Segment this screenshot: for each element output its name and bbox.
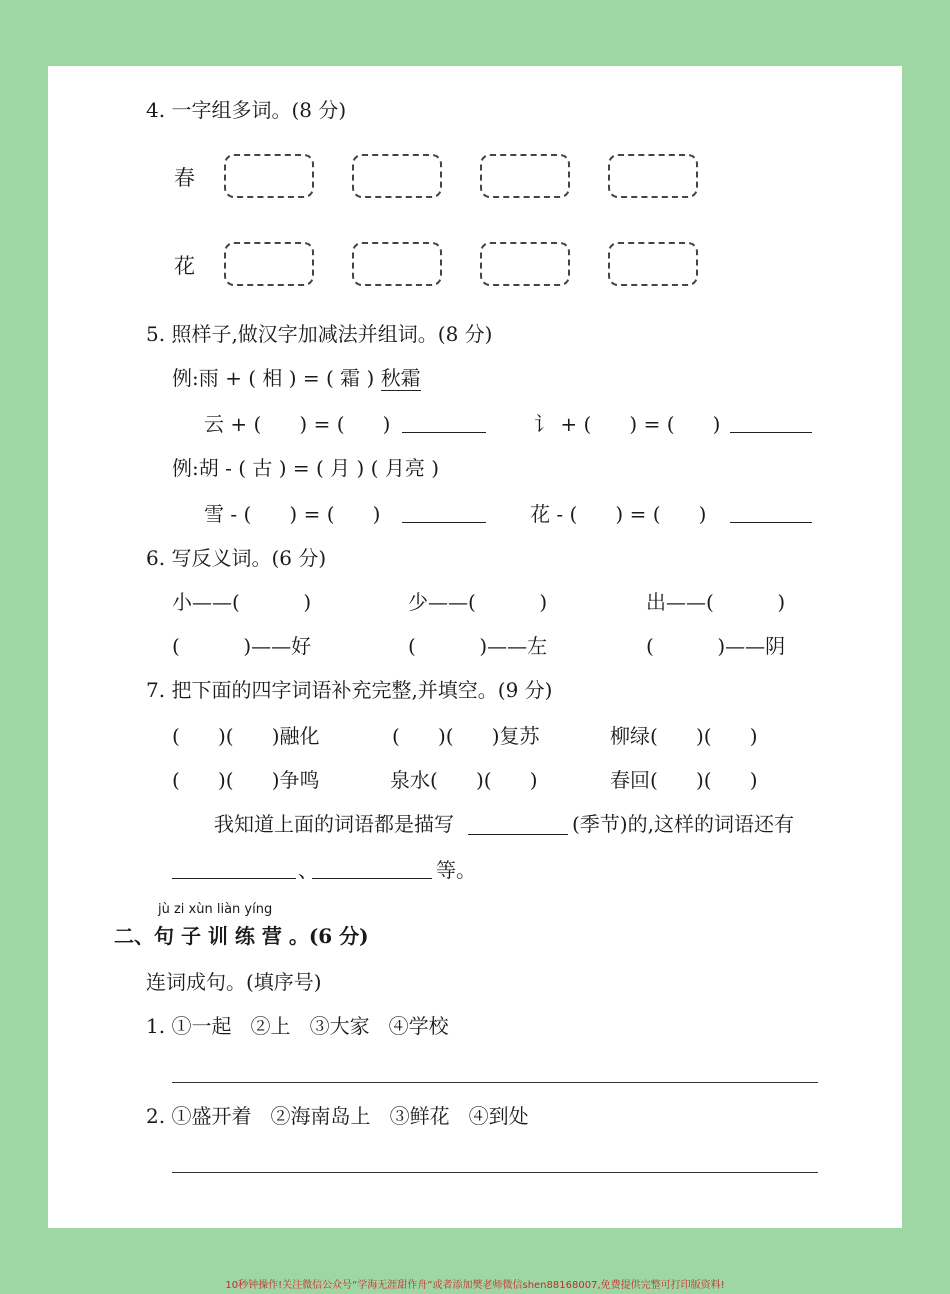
answer-box[interactable]	[352, 242, 442, 286]
q7-item: 春回( )( )	[610, 768, 758, 792]
answer-box[interactable]	[352, 154, 442, 198]
answer-box[interactable]	[224, 242, 314, 286]
answer-box[interactable]	[608, 154, 698, 198]
section2-title: 二、句 子 训 练 营 。(6 分)	[114, 924, 369, 948]
q5-line2-right: 花 - ( ) = ( )	[530, 502, 707, 526]
answer-box[interactable]	[608, 242, 698, 286]
answer-box[interactable]	[224, 154, 314, 198]
q6-item: ( )——左	[408, 634, 548, 658]
worksheet-page	[48, 66, 902, 1228]
q6-item: ( )——好	[172, 634, 312, 658]
q6-item: 小——( )	[172, 590, 312, 614]
sentence-item-2: 2. ①盛开着 ②海南岛上 ③鲜花 ④到处	[146, 1104, 529, 1128]
q5-line2-left: 雪 - ( ) = ( )	[204, 502, 381, 526]
idiom-blank[interactable]	[312, 878, 432, 879]
answer-blank[interactable]	[730, 522, 812, 523]
q7-item: 柳绿( )( )	[610, 724, 758, 748]
q7-fill-end: 等。	[436, 858, 476, 882]
q4-title: 4. 一字组多词。(8 分)	[146, 98, 347, 122]
q7-fill-sep: 、	[298, 858, 318, 882]
q7-item: ( )( )争鸣	[172, 768, 320, 792]
section2-instruction: 连词成句。(填序号)	[146, 970, 322, 994]
q6-item: 出——( )	[646, 590, 786, 614]
q6-item: 少——( )	[408, 590, 548, 614]
answer-blank[interactable]	[402, 432, 486, 433]
answer-blank[interactable]	[402, 522, 486, 523]
idiom-blank[interactable]	[172, 878, 296, 879]
sentence-item-1: 1. ①一起 ②上 ③大家 ④学校	[146, 1014, 449, 1038]
q4-char-hua: 花	[174, 254, 195, 278]
answer-line[interactable]	[172, 1082, 818, 1083]
q5-line1-right: 讠 + ( ) = ( )	[534, 412, 721, 436]
q5-example1	[172, 366, 421, 390]
q7-fill-prefix: 我知道上面的词语都是描写	[214, 812, 454, 836]
q5-line1-left: 云 + ( ) = ( )	[204, 412, 391, 436]
q5-example1-formula: 例:雨 + ( 相 ) = ( 霜 )	[172, 366, 381, 390]
q7-title: 7. 把下面的四字词语补充完整,并填空。(9 分)	[146, 678, 553, 702]
q5-example1-word: 秋霜	[380, 366, 421, 390]
q7-item: 泉水( )( )	[390, 768, 538, 792]
q5-title: 5. 照样子,做汉字加减法并组词。(8 分)	[146, 322, 493, 346]
q5-example2: 例:胡 - ( 古 ) = ( 月 ) ( 月亮 )	[172, 456, 440, 480]
q4-char-chun: 春	[174, 166, 195, 190]
footer-notice: 10秒钟操作!关注微信公众号“学海无涯甜作舟”或者添加樊老师微信shen88168007,免费提供完整可打印版资料!	[225, 1280, 725, 1291]
q7-fill-mid: (季节)的,这样的词语还有	[572, 812, 794, 836]
answer-blank[interactable]	[730, 432, 812, 433]
answer-box[interactable]	[480, 154, 570, 198]
q6-title: 6. 写反义词。(6 分)	[146, 546, 327, 570]
q7-item: ( )( )融化	[172, 724, 320, 748]
q7-item: ( )( )复苏	[392, 724, 540, 748]
answer-line[interactable]	[172, 1172, 818, 1173]
q6-item: ( )——阴	[646, 634, 786, 658]
answer-box[interactable]	[480, 242, 570, 286]
section2-pinyin: jù zi xùn liàn yíng	[158, 902, 273, 917]
season-blank[interactable]	[468, 834, 568, 835]
